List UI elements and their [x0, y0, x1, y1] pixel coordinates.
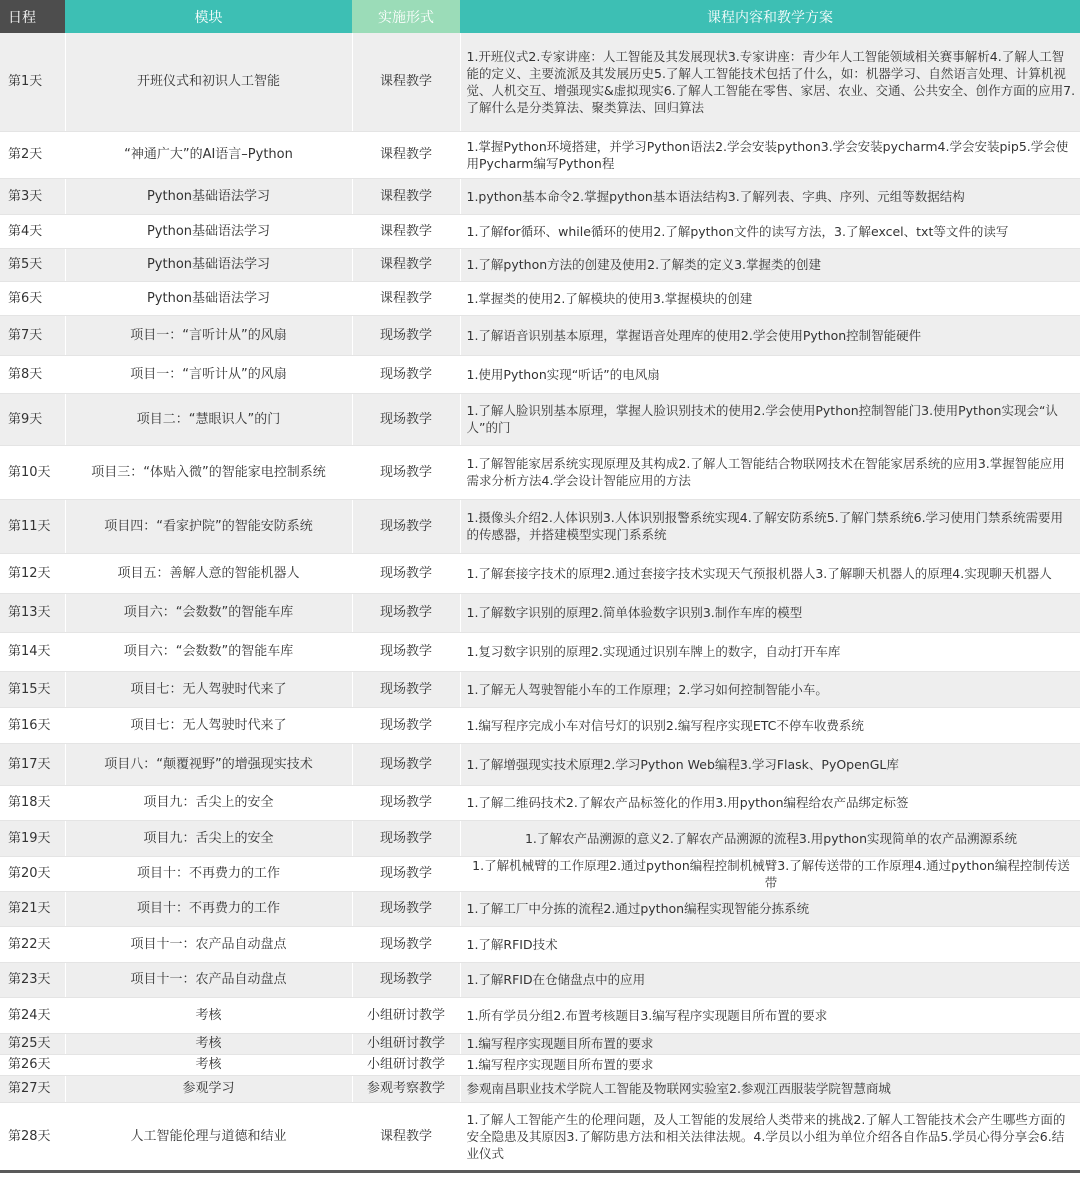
day-cell: 第13天	[0, 593, 65, 632]
table-row	[0, 856, 1080, 891]
content-cell: 1.了解二维码技术2.了解农产品标签化的作用3.用python编程给农产品绑定标签	[460, 785, 1080, 820]
day-cell: 第7天	[0, 315, 65, 355]
day-cell: 第27天	[0, 1075, 65, 1102]
day-cell: 第6天	[0, 281, 65, 315]
format-cell: 现场教学	[352, 393, 460, 445]
day-cell: 第12天	[0, 553, 65, 593]
table-row	[0, 214, 1080, 248]
header-module: 模块	[65, 0, 352, 33]
module-cell: Python基础语法学习	[65, 178, 352, 214]
content-cell: 1.复习数字识别的原理2.实现通过识别车牌上的数字，自动打开车库	[460, 632, 1080, 671]
format-cell: 小组研讨教学	[352, 1033, 460, 1054]
table-row	[0, 248, 1080, 281]
table-row	[0, 1033, 1080, 1054]
day-cell: 第5天	[0, 248, 65, 281]
table-row	[0, 593, 1080, 632]
content-cell: 1.掌握类的使用2.了解模块的使用3.掌握模块的创建	[460, 281, 1080, 315]
format-cell: 现场教学	[352, 499, 460, 553]
content-cell: 1.了解套接字技术的原理2.通过套接字技术实现天气预报机器人3.了解聊天机器人的原理4.实现聊天机器人	[460, 553, 1080, 593]
table-row	[0, 707, 1080, 743]
content-cell: 1.编写程序实现题目所布置的要求	[460, 1033, 1080, 1054]
table-row	[0, 355, 1080, 393]
format-cell: 课程教学	[352, 248, 460, 281]
content-cell: 1.使用Python实现“听话”的电风扇	[460, 355, 1080, 393]
content-cell: 1.了解语音识别基本原理，掌握语音处理库的使用2.学会使用Python控制智能硬件	[460, 315, 1080, 355]
module-cell: 考核	[65, 1033, 352, 1054]
format-cell: 课程教学	[352, 214, 460, 248]
day-cell: 第28天	[0, 1102, 65, 1171]
format-cell: 现场教学	[352, 856, 460, 891]
module-cell: 考核	[65, 1054, 352, 1075]
module-cell: 参观学习	[65, 1075, 352, 1102]
format-cell: 现场教学	[352, 926, 460, 962]
day-cell: 第15天	[0, 671, 65, 707]
content-cell: 1.开班仪式2.专家讲座：人工智能及其发展现状3.专家讲座：青少年人工智能领域相关赛事解析4.了解人工智能的定义、主要流派及其发展历史5.了解人工智能技术包括了什么，如：机器学习、自然语言处理、计算机视觉、人机交互、增强现实&虚拟现实6.了解人工智能在零售、家居、农业、交通、公共安全、创作方面的应用7.了解什么是分类算法、聚类算法、回归算法	[460, 33, 1080, 131]
format-cell: 小组研讨教学	[352, 1054, 460, 1075]
format-cell: 现场教学	[352, 820, 460, 856]
module-cell: 项目四：“看家护院”的智能安防系统	[65, 499, 352, 553]
day-cell: 第22天	[0, 926, 65, 962]
content-cell: 1.了解RFID在仓储盘点中的应用	[460, 962, 1080, 997]
day-cell: 第2天	[0, 131, 65, 178]
module-cell: 项目十一：农产品自动盘点	[65, 962, 352, 997]
content-cell: 1.了解RFID技术	[460, 926, 1080, 962]
content-cell: 1.了解无人驾驶智能小车的工作原理；2.学习如何控制智能小车。	[460, 671, 1080, 707]
module-cell: Python基础语法学习	[65, 214, 352, 248]
format-cell: 参观考察教学	[352, 1075, 460, 1102]
day-cell: 第23天	[0, 962, 65, 997]
table-row	[0, 671, 1080, 707]
day-cell: 第14天	[0, 632, 65, 671]
header-content: 课程内容和教学方案	[460, 0, 1080, 33]
table-row	[0, 1102, 1080, 1171]
format-cell: 现场教学	[352, 891, 460, 926]
content-cell: 1.了解数字识别的原理2.简单体验数字识别3.制作车库的模型	[460, 593, 1080, 632]
module-cell: 开班仪式和初识人工智能	[65, 33, 352, 131]
content-cell: 1.python基本命令2.掌握python基本语法结构3.了解列表、字典、序列、元组等数据结构	[460, 178, 1080, 214]
module-cell: 项目六：“会数数”的智能车库	[65, 632, 352, 671]
content-cell: 1.了解人工智能产生的伦理问题，及人工智能的发展给人类带来的挑战2.了解人工智能技术会产生哪些方面的安全隐患及其原因3.了解防患方法和相关法律法规。4.学员以小组为单位介绍各自作品5.学员心得分享会6.结业仪式	[460, 1102, 1080, 1171]
format-cell: 课程教学	[352, 131, 460, 178]
day-cell: 第4天	[0, 214, 65, 248]
content-cell: 1.掌握Python环境搭建，并学习Python语法2.学会安装python3.学会安装pycharm4.学会安装pip5.学会使用Pycharm编写Python程	[460, 131, 1080, 178]
table-row	[0, 997, 1080, 1033]
format-cell: 现场教学	[352, 962, 460, 997]
day-cell: 第25天	[0, 1033, 65, 1054]
table-row	[0, 962, 1080, 997]
module-cell: 项目一：“言听计从”的风扇	[65, 315, 352, 355]
day-cell: 第18天	[0, 785, 65, 820]
module-cell: 考核	[65, 997, 352, 1033]
table-row	[0, 632, 1080, 671]
content-cell: 1.所有学员分组2.布置考核题目3.编写程序实现题目所布置的要求	[460, 997, 1080, 1033]
module-cell: 项目九：舌尖上的安全	[65, 820, 352, 856]
module-cell: 项目二：“慧眼识人”的门	[65, 393, 352, 445]
day-cell: 第24天	[0, 997, 65, 1033]
module-cell: 项目九：舌尖上的安全	[65, 785, 352, 820]
format-cell: 现场教学	[352, 707, 460, 743]
module-cell: 项目十：不再费力的工作	[65, 856, 352, 891]
day-cell: 第17天	[0, 743, 65, 785]
module-cell: 项目五：善解人意的智能机器人	[65, 553, 352, 593]
format-cell: 小组研讨教学	[352, 997, 460, 1033]
module-cell: Python基础语法学习	[65, 281, 352, 315]
module-cell: 项目十：不再费力的工作	[65, 891, 352, 926]
format-cell: 课程教学	[352, 178, 460, 214]
day-cell: 第26天	[0, 1054, 65, 1075]
header-format: 实施形式	[352, 0, 460, 33]
content-cell: 1.了解for循环、while循环的使用2.了解python文件的读写方法，3.了解excel、txt等文件的读写	[460, 214, 1080, 248]
table-row	[0, 926, 1080, 962]
table-row	[0, 785, 1080, 820]
content-cell: 1.了解人脸识别基本原理，掌握人脸识别技术的使用2.学会使用Python控制智能门3.使用Python实现会“认人”的门	[460, 393, 1080, 445]
content-cell: 1.了解工厂中分拣的流程2.通过python编程实现智能分拣系统	[460, 891, 1080, 926]
table-row	[0, 1075, 1080, 1102]
day-cell: 第1天	[0, 33, 65, 131]
content-cell: 1.编写程序实现题目所布置的要求	[460, 1054, 1080, 1075]
day-cell: 第9天	[0, 393, 65, 445]
module-cell: 人工智能伦理与道德和结业	[65, 1102, 352, 1171]
format-cell: 现场教学	[352, 671, 460, 707]
day-cell: 第11天	[0, 499, 65, 553]
module-cell: 项目七：无人驾驶时代来了	[65, 707, 352, 743]
table-row	[0, 820, 1080, 856]
format-cell: 现场教学	[352, 445, 460, 499]
table-row	[0, 281, 1080, 315]
content-cell: 1.编写程序完成小车对信号灯的识别2.编写程序实现ETC不停车收费系统	[460, 707, 1080, 743]
content-cell: 1.了解增强现实技术原理2.学习Python Web编程3.学习Flask、PyOpenGL库	[460, 743, 1080, 785]
module-cell: 项目八：“颠覆视野”的增强现实技术	[65, 743, 352, 785]
table-row	[0, 891, 1080, 926]
table-row	[0, 178, 1080, 214]
table-body	[0, 33, 1080, 1171]
day-cell: 第10天	[0, 445, 65, 499]
module-cell: 项目一：“言听计从”的风扇	[65, 355, 352, 393]
format-cell: 现场教学	[352, 355, 460, 393]
format-cell: 现场教学	[352, 553, 460, 593]
module-cell: 项目六：“会数数”的智能车库	[65, 593, 352, 632]
table-row	[0, 315, 1080, 355]
day-cell: 第3天	[0, 178, 65, 214]
table-row	[0, 499, 1080, 553]
content-cell: 1.了解智能家居系统实现原理及其构成2.了解人工智能结合物联网技术在智能家居系统的应用3.掌握智能应用需求分析方法4.学会设计智能应用的方法	[460, 445, 1080, 499]
format-cell: 课程教学	[352, 33, 460, 131]
module-cell: 项目十一：农产品自动盘点	[65, 926, 352, 962]
table-row	[0, 1054, 1080, 1075]
day-cell: 第20天	[0, 856, 65, 891]
table-row	[0, 743, 1080, 785]
day-cell: 第21天	[0, 891, 65, 926]
table-row	[0, 131, 1080, 178]
format-cell: 现场教学	[352, 785, 460, 820]
day-cell: 第8天	[0, 355, 65, 393]
format-cell: 现场教学	[352, 632, 460, 671]
day-cell: 第16天	[0, 707, 65, 743]
header-day: 日程	[0, 0, 65, 33]
module-cell: “神通广大”的AI语言–Python	[65, 131, 352, 178]
day-cell: 第19天	[0, 820, 65, 856]
content-cell: 1.了解python方法的创建及使用2.了解类的定义3.掌握类的创建	[460, 248, 1080, 281]
format-cell: 课程教学	[352, 1102, 460, 1171]
format-cell: 现场教学	[352, 593, 460, 632]
content-cell: 1.了解农产品溯源的意义2.了解农产品溯源的流程3.用python实现简单的农产品溯源系统	[460, 820, 1080, 856]
module-cell: Python基础语法学习	[65, 248, 352, 281]
content-cell: 1.摄像头介绍2.人体识别3.人体识别报警系统实现4.了解安防系统5.了解门禁系统6.学习使用门禁系统需要用的传感器，并搭建模型实现门系系统	[460, 499, 1080, 553]
format-cell: 现场教学	[352, 315, 460, 355]
table-row	[0, 553, 1080, 593]
content-cell: 1.了解机械臂的工作原理2.通过python编程控制机械臂3.了解传送带的工作原理4.通过python编程控制传送带	[460, 856, 1080, 891]
format-cell: 现场教学	[352, 743, 460, 785]
table-row	[0, 393, 1080, 445]
module-cell: 项目七：无人驾驶时代来了	[65, 671, 352, 707]
table-row	[0, 33, 1080, 131]
table-row	[0, 445, 1080, 499]
table-header-row	[0, 0, 1080, 33]
content-cell: 参观南昌职业技术学院人工智能及物联网实验室2.参观江西服装学院智慧商城	[460, 1075, 1080, 1102]
module-cell: 项目三：“体贴入微”的智能家电控制系统	[65, 445, 352, 499]
format-cell: 课程教学	[352, 281, 460, 315]
